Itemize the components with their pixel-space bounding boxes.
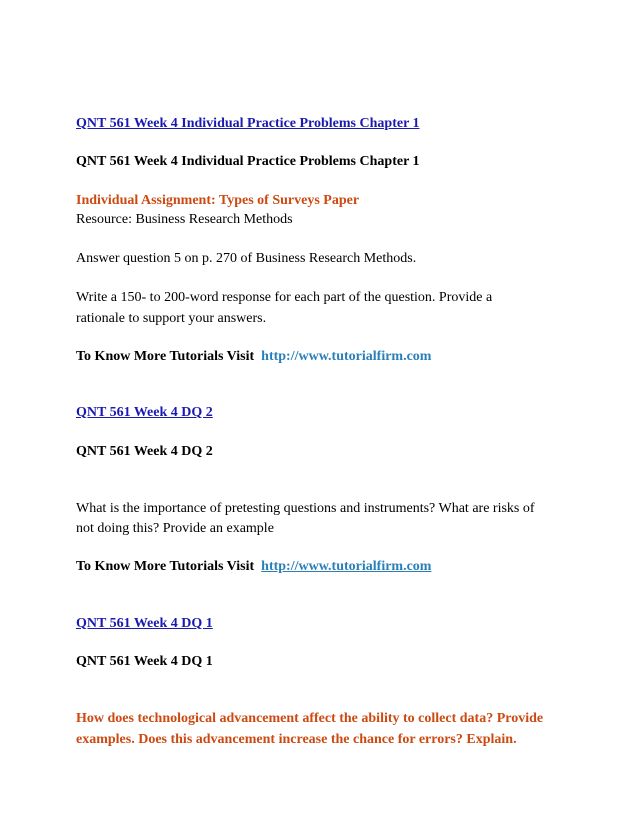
section2-question-line2: not doing this? Provide an example: [76, 521, 274, 536]
section1-visit-label: To Know More Tutorials Visit: [76, 349, 255, 364]
section1-visit-line: [76, 349, 431, 365]
section1-link-heading[interactable]: QNT 561 Week 4 Individual Practice Problems Chapter 1: [76, 116, 420, 131]
section1-visit-url[interactable]: http://www.tutorialfirm.com: [261, 349, 432, 364]
section3-question-line2: examples. Does this advancement increase the chance for errors? Explain.: [76, 732, 517, 747]
section1-instruction: Answer question 5 on p. 270 of Business Research Methods.: [76, 251, 417, 266]
section1-resource: Resource: Business Research Methods: [76, 212, 293, 227]
section1-paragraph-line2: rationale to support your answers.: [76, 311, 267, 326]
section3-question-line1: How does technological advancement affect the ability to collect data? Provide: [76, 711, 544, 726]
section2-heading: QNT 561 Week 4 DQ 2: [76, 444, 213, 459]
section2-visit-line: [76, 559, 431, 575]
section2-visit-label: To Know More Tutorials Visit: [76, 559, 255, 574]
section1-paragraph-line1: Write a 150- to 200-word response for each part of the question. Provide a: [76, 290, 493, 305]
section2-question-line1: What is the importance of pretesting questions and instruments? What are risks of: [76, 501, 535, 516]
section2-visit-url[interactable]: http://www.tutorialfirm.com: [261, 559, 432, 574]
section1-heading: QNT 561 Week 4 Individual Practice Problems Chapter 1: [76, 154, 420, 169]
section3-link-heading[interactable]: QNT 561 Week 4 DQ 1: [76, 616, 213, 631]
section2-link-heading[interactable]: QNT 561 Week 4 DQ 2: [76, 405, 213, 420]
section3-heading: QNT 561 Week 4 DQ 1: [76, 654, 213, 669]
section1-assignment-title: Individual Assignment: Types of Surveys Paper: [76, 193, 360, 208]
